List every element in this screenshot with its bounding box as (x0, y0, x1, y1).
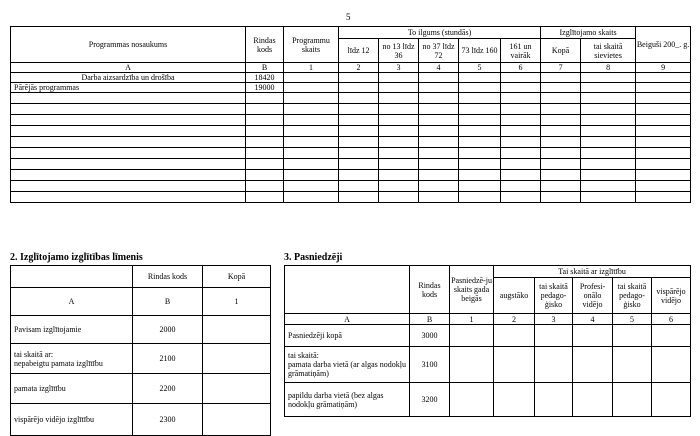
cell[interactable] (379, 170, 419, 181)
cell[interactable] (339, 73, 379, 83)
cell[interactable] (501, 104, 541, 115)
cell[interactable] (581, 181, 636, 192)
table-row (285, 325, 691, 347)
cell[interactable] (501, 126, 541, 137)
cell[interactable] (573, 347, 613, 383)
cell[interactable] (450, 347, 494, 383)
cell[interactable] (535, 383, 573, 417)
cell[interactable] (284, 192, 339, 203)
row-name: pamata izglītību (11, 374, 133, 404)
cell[interactable] (339, 93, 379, 104)
cell[interactable] (246, 115, 284, 126)
cell[interactable] (284, 181, 339, 192)
cell[interactable] (339, 192, 379, 203)
cell[interactable] (636, 170, 691, 181)
cell[interactable] (339, 137, 379, 148)
cell[interactable] (541, 159, 581, 170)
table-row (11, 104, 691, 115)
table-row (11, 83, 691, 93)
cell[interactable] (203, 374, 271, 404)
cell[interactable] (459, 192, 501, 203)
row-name: tai skaitā: pamata darba vietā (ar algas nodokļu grāmatiņām) (285, 347, 410, 383)
row-code: 18420 (246, 73, 284, 83)
cell[interactable] (379, 159, 419, 170)
table-row (11, 148, 691, 159)
cell[interactable] (419, 104, 459, 115)
row-code: 3000 (410, 325, 450, 347)
letters-row (11, 63, 691, 73)
cell[interactable] (339, 83, 379, 93)
cell[interactable] (284, 83, 339, 93)
row-name: Pasniedzēji kopā (285, 325, 410, 347)
cell[interactable] (581, 192, 636, 203)
cell[interactable] (541, 181, 581, 192)
col-code-header: Rindas kods (246, 27, 284, 63)
cell[interactable] (450, 383, 494, 417)
cell[interactable] (339, 181, 379, 192)
col-count-header: Programmu skaits (284, 27, 339, 63)
cell[interactable] (573, 383, 613, 417)
group-length-header: To ilgums (stundās) (339, 27, 541, 39)
cell[interactable] (419, 93, 459, 104)
col-code-header: Rindas kods (410, 266, 450, 314)
cell[interactable] (246, 159, 284, 170)
col-name-header (285, 266, 410, 314)
cell[interactable] (459, 83, 501, 93)
cell[interactable] (379, 181, 419, 192)
cell[interactable] (450, 325, 494, 347)
cell[interactable] (246, 93, 284, 104)
learner-col-header: Kopā (541, 39, 581, 63)
cell[interactable] (246, 126, 284, 137)
table-row (11, 192, 691, 203)
group-edu-header: Tai skaitā ar izglītību (494, 266, 691, 278)
col-letter: 5 (613, 314, 652, 325)
table-row (11, 170, 691, 181)
col-letter: 8 (581, 63, 636, 73)
cell[interactable] (501, 170, 541, 181)
cell[interactable] (419, 83, 459, 93)
table-row (285, 347, 691, 383)
learner-col-header: tai skaitā sievietes (581, 39, 636, 63)
cell[interactable] (246, 137, 284, 148)
cell[interactable] (535, 325, 573, 347)
cell[interactable] (501, 148, 541, 159)
cell[interactable] (339, 170, 379, 181)
cell[interactable] (581, 115, 636, 126)
row-code: 2100 (133, 344, 203, 374)
cell[interactable] (581, 93, 636, 104)
row-code: 2300 (133, 404, 203, 436)
cell[interactable] (581, 137, 636, 148)
row-name: tai skaitā ar: nepabeigtu pamata izglītību (11, 344, 133, 374)
cell[interactable] (535, 347, 573, 383)
cell[interactable] (459, 115, 501, 126)
page-number: 5 (346, 12, 351, 22)
cell[interactable] (246, 104, 284, 115)
cell[interactable] (459, 137, 501, 148)
cell[interactable] (11, 148, 246, 159)
len-col-header: 161 un vairāk (501, 39, 541, 63)
cell[interactable] (652, 383, 691, 417)
table-row (11, 115, 691, 126)
row-name: vispārējo vidējo izglītību (11, 404, 133, 436)
cell[interactable] (613, 347, 652, 383)
cell[interactable] (379, 73, 419, 83)
cell[interactable] (541, 104, 581, 115)
cell[interactable] (581, 126, 636, 137)
cell[interactable] (379, 115, 419, 126)
col-letter: 4 (573, 314, 613, 325)
row-code: 19000 (246, 83, 284, 93)
col-letter: 1 (450, 314, 494, 325)
cell[interactable] (419, 170, 459, 181)
cell[interactable] (11, 93, 246, 104)
col-letter: 5 (459, 63, 501, 73)
cell[interactable] (501, 93, 541, 104)
cell[interactable] (419, 148, 459, 159)
cell[interactable] (284, 104, 339, 115)
cell[interactable] (636, 181, 691, 192)
cell[interactable] (339, 104, 379, 115)
section3-title: 3. Pasniedzēji (284, 252, 343, 263)
cell[interactable] (459, 93, 501, 104)
cell[interactable] (459, 170, 501, 181)
col-letter: 2 (494, 314, 535, 325)
cell[interactable] (541, 93, 581, 104)
cell[interactable] (284, 115, 339, 126)
col-finished-header: Beiguši 200_. g. (636, 27, 691, 63)
cell[interactable] (613, 325, 652, 347)
cell[interactable] (494, 347, 535, 383)
col-letter: A (11, 63, 246, 73)
table-row (11, 137, 691, 148)
cell[interactable] (11, 104, 246, 115)
edu-col-header: tai skaitā pedago-ģisko (613, 278, 652, 314)
cell[interactable] (419, 159, 459, 170)
cell[interactable] (636, 137, 691, 148)
cell[interactable] (419, 181, 459, 192)
col-name-header (11, 266, 133, 288)
cell[interactable] (636, 83, 691, 93)
col-letter: 3 (379, 63, 419, 73)
cell[interactable] (541, 126, 581, 137)
cell[interactable] (284, 170, 339, 181)
cell[interactable] (379, 137, 419, 148)
cell[interactable] (541, 170, 581, 181)
cell[interactable] (379, 83, 419, 93)
cell[interactable] (573, 325, 613, 347)
col-letter: B (410, 314, 450, 325)
group-learners-header: Izglītojamo skaits (541, 27, 636, 39)
cell[interactable] (379, 104, 419, 115)
cell[interactable] (11, 170, 246, 181)
row-name: Pārējās programmas (11, 83, 246, 93)
cell[interactable] (11, 137, 246, 148)
col-letter: 7 (541, 63, 581, 73)
cell[interactable] (284, 137, 339, 148)
cell[interactable] (203, 316, 271, 344)
cell[interactable] (581, 83, 636, 93)
cell[interactable] (501, 73, 541, 83)
cell[interactable] (246, 192, 284, 203)
cell[interactable] (636, 159, 691, 170)
cell[interactable] (246, 170, 284, 181)
cell[interactable] (246, 148, 284, 159)
cell[interactable] (11, 126, 246, 137)
cell[interactable] (284, 148, 339, 159)
cell[interactable] (459, 73, 501, 83)
cell[interactable] (11, 159, 246, 170)
cell[interactable] (636, 93, 691, 104)
table-row (11, 404, 271, 436)
cell[interactable] (11, 115, 246, 126)
row-code: 3100 (410, 347, 450, 383)
education-level-table (10, 265, 271, 436)
cell[interactable] (581, 148, 636, 159)
cell[interactable] (459, 126, 501, 137)
table-row (11, 73, 691, 83)
table-row (11, 126, 691, 137)
cell[interactable] (541, 148, 581, 159)
cell[interactable] (459, 148, 501, 159)
cell[interactable] (339, 159, 379, 170)
edu-col-header: tai skaitā pedago-ģisko (535, 278, 573, 314)
cell[interactable] (459, 159, 501, 170)
cell[interactable] (636, 192, 691, 203)
cell[interactable] (652, 347, 691, 383)
col-letter: B (246, 63, 284, 73)
row-name: papildu darba vietā (bez algas nodokļu grāmatiņām) (285, 383, 410, 417)
cell[interactable] (284, 73, 339, 83)
cell[interactable] (419, 192, 459, 203)
row-code: 3200 (410, 383, 450, 417)
cell[interactable] (541, 137, 581, 148)
cell[interactable] (652, 325, 691, 347)
cell[interactable] (379, 93, 419, 104)
cell[interactable] (459, 104, 501, 115)
cell[interactable] (339, 148, 379, 159)
table-row (11, 93, 691, 104)
row-name: Darba aizsardzība un drošība (11, 73, 246, 83)
col-total-header: Kopā (203, 266, 271, 288)
cell[interactable] (419, 137, 459, 148)
section2-title: 2. Izglītojamo izglītības līmenis (10, 252, 143, 263)
cell[interactable] (541, 115, 581, 126)
cell[interactable] (636, 148, 691, 159)
cell[interactable] (494, 383, 535, 417)
len-col-header: līdz 12 (339, 39, 379, 63)
col-letter: B (133, 288, 203, 316)
cell[interactable] (339, 126, 379, 137)
cell[interactable] (636, 73, 691, 83)
col-letter: 1 (203, 288, 271, 316)
table-row (11, 181, 691, 192)
cell[interactable] (636, 115, 691, 126)
cell[interactable] (501, 115, 541, 126)
cell[interactable] (501, 83, 541, 93)
cell[interactable] (203, 404, 271, 436)
cell[interactable] (581, 170, 636, 181)
row-code: 2000 (133, 316, 203, 344)
cell[interactable] (379, 148, 419, 159)
cell[interactable] (419, 73, 459, 83)
edu-col-header: vispārējo vidējo (652, 278, 691, 314)
teachers-table (284, 265, 691, 417)
cell[interactable] (636, 126, 691, 137)
cell[interactable] (636, 104, 691, 115)
col-letter: 1 (284, 63, 339, 73)
cell[interactable] (613, 383, 652, 417)
cell[interactable] (379, 126, 419, 137)
len-col-header: 73 līdz 160 (459, 39, 501, 63)
cell[interactable] (203, 344, 271, 374)
cell[interactable] (501, 181, 541, 192)
col-letter: 6 (652, 314, 691, 325)
col-letter: 2 (339, 63, 379, 73)
cell[interactable] (501, 137, 541, 148)
cell[interactable] (339, 115, 379, 126)
table-row (11, 374, 271, 404)
table-row (285, 383, 691, 417)
table-row (11, 159, 691, 170)
cell[interactable] (541, 73, 581, 83)
col-letter: 6 (501, 63, 541, 73)
edu-col-header: Profesi-onālo vidējo (573, 278, 613, 314)
cell[interactable] (494, 325, 535, 347)
cell[interactable] (379, 192, 419, 203)
programs-table (10, 26, 691, 203)
cell[interactable] (581, 73, 636, 83)
cell[interactable] (419, 115, 459, 126)
cell[interactable] (11, 181, 246, 192)
cell[interactable] (246, 181, 284, 192)
col-letter: 9 (636, 63, 691, 73)
col-code-header: Rindas kods (133, 266, 203, 288)
cell[interactable] (541, 83, 581, 93)
len-col-header: no 37 līdz 72 (419, 39, 459, 63)
col-letter: A (285, 314, 410, 325)
table-row (11, 344, 271, 374)
cell[interactable] (459, 181, 501, 192)
cell[interactable] (284, 126, 339, 137)
col-letter: A (11, 288, 133, 316)
cell[interactable] (419, 126, 459, 137)
cell[interactable] (541, 192, 581, 203)
row-code: 2200 (133, 374, 203, 404)
col-letter: 4 (419, 63, 459, 73)
col-count-header: Pasniedzē-ju skaits gada beigās (450, 266, 494, 314)
cell[interactable] (501, 192, 541, 203)
col-name-header: Programmas nosaukums (11, 27, 246, 63)
cell[interactable] (581, 159, 636, 170)
edu-col-header: augstāko (494, 278, 535, 314)
row-name: Pavisam izglītojamie (11, 316, 133, 344)
table-row (11, 316, 271, 344)
col-letter: 3 (535, 314, 573, 325)
cell[interactable] (581, 104, 636, 115)
cell[interactable] (284, 93, 339, 104)
len-col-header: no 13 līdz 36 (379, 39, 419, 63)
cell[interactable] (284, 159, 339, 170)
cell[interactable] (11, 192, 246, 203)
cell[interactable] (501, 159, 541, 170)
